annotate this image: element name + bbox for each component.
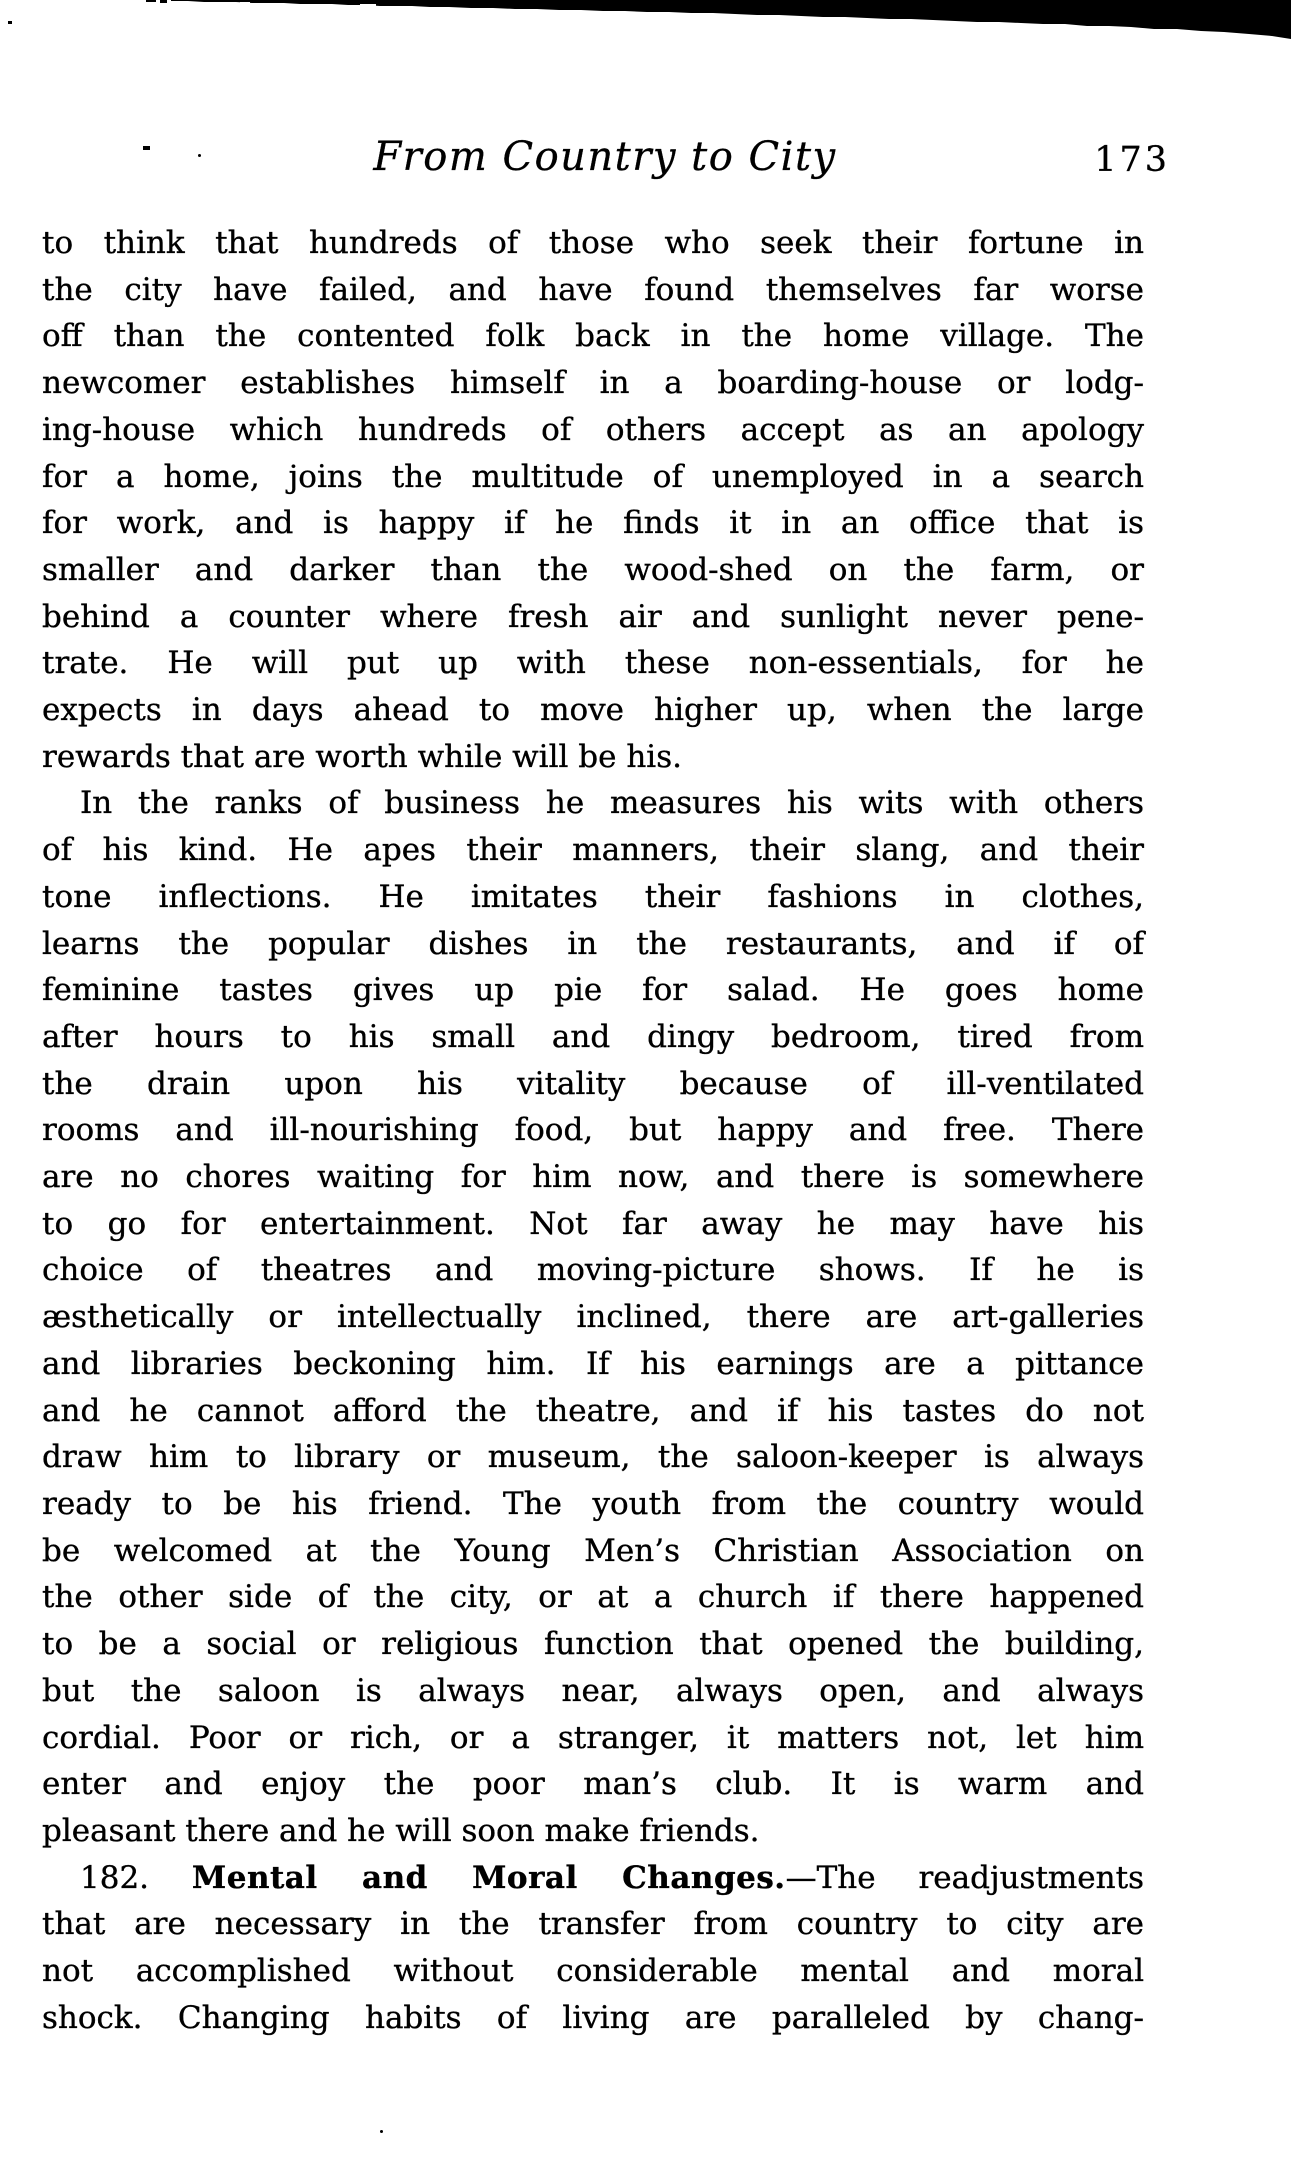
text-line: and libraries beckoning him. If his earnings are a pittance [42, 1345, 1144, 1382]
text-line: but the saloon is always near, always open, and always [42, 1672, 1144, 1709]
text-line: the other side of the city, or at a church if there happened [42, 1579, 1144, 1616]
scan-noise-dot [380, 2130, 383, 2133]
text-line: shock. Changing habits of living are paralleled by chang- [42, 1999, 1144, 2036]
paragraph [42, 220, 1144, 780]
text-line: to think that hundreds of those who seek their fortune in [42, 225, 1144, 261]
text-line: learns the popular dishes in the restaurants, and if of [42, 925, 1144, 962]
text-line: after hours to his small and dingy bedroom, tired from [42, 1018, 1144, 1055]
text-line: cordial. Poor or rich, or a stranger, it matters not, let him [42, 1719, 1144, 1756]
paragraph [42, 1855, 1144, 2042]
page-header [40, 128, 1170, 190]
page-number: 173 [1094, 140, 1170, 180]
text-line: smaller and darker than the wood-shed on the farm, or [42, 551, 1144, 588]
text-line: ing-house which hundreds of others accept as an apology [42, 411, 1144, 448]
text-segment: —The readjustments [785, 1859, 1144, 1896]
text-line: the city have failed, and have found themselves far worse [42, 271, 1144, 308]
text-line: to be a social or religious function that opened the building, [42, 1626, 1144, 1663]
text-line: In the ranks of business he measures his wits with others [80, 785, 1144, 822]
text-line: that are necessary in the transfer from country to city are [42, 1906, 1144, 1943]
text-line: for a home, joins the multitude of unemployed in a search [42, 458, 1144, 495]
text-line [42, 1855, 1144, 1902]
text-line: and he cannot afford the theatre, and if his tastes do not [42, 1392, 1144, 1429]
paragraph [42, 780, 1144, 1854]
text-line: ready to be his friend. The youth from the country would [42, 1485, 1144, 1522]
text-line: to go for entertainment. Not far away he may have his [42, 1205, 1144, 1242]
text-line: rooms and ill-nourishing food, but happy and free. There [42, 1112, 1144, 1149]
text-line: rewards that are worth while will be his. [42, 738, 682, 775]
text-line: enter and enjoy the poor man’s club. It is warm and [42, 1766, 1144, 1803]
text-line: draw him to library or museum, the saloon-keeper is always [42, 1439, 1144, 1476]
text-line: trate. He will put up with these non-essentials, for he [42, 645, 1144, 682]
text-line: tone inflections. He imitates their fashions in clothes, [42, 878, 1144, 915]
running-head-title: From Country to City [373, 134, 837, 180]
text-line: are no chores waiting for him now, and there is somewhere [42, 1159, 1144, 1196]
text-line: behind a counter where fresh air and sunlight never pene- [42, 598, 1144, 635]
text-line: newcomer establishes himself in a boarding-house or lodg- [42, 365, 1144, 402]
text-line: for work, and is happy if he finds it in an office that is [42, 505, 1144, 542]
text-line: æsthetically or intellectually inclined, there are art-galleries [42, 1299, 1144, 1336]
page-body-text [42, 220, 1144, 2041]
text-line: feminine tastes gives up pie for salad. He goes home [42, 972, 1144, 1009]
text-segment: 182. [80, 1859, 192, 1896]
text-line: off than the contented folk back in the home village. The [42, 318, 1144, 355]
text-line: expects in days ahead to move higher up, when the large [42, 692, 1144, 729]
text-line: the drain upon his vitality because of ill-ventilated [42, 1065, 1144, 1102]
text-line: of his kind. He apes their manners, their slang, and their [42, 832, 1144, 869]
text-line: be welcomed at the Young Men’s Christian Association on [42, 1532, 1144, 1569]
scan-artifact-top-edge [0, 0, 1291, 48]
text-line: not accomplished without considerable mental and moral [42, 1953, 1144, 1990]
text-line: choice of theatres and moving-picture shows. If he is [42, 1252, 1144, 1289]
text-line: pleasant there and he will soon make friends. [42, 1812, 760, 1849]
section-heading: Mental and Moral Changes. [191, 1859, 786, 1896]
